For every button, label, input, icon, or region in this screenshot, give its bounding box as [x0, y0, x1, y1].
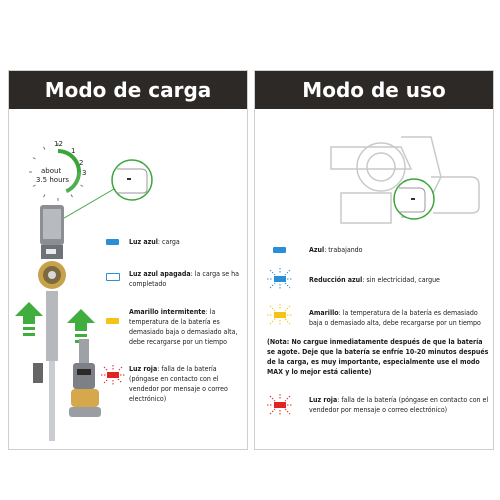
legend-blue-working: Azul: trabajando — [309, 246, 363, 254]
led-zoom-detail — [389, 174, 439, 224]
handheld-charging-illustration — [67, 339, 103, 429]
led-indicator-icon — [106, 239, 119, 245]
led-indicator-icon — [267, 304, 293, 326]
charging-mode-title: Modo de carga — [9, 71, 247, 109]
led-indicator-icon — [267, 268, 293, 290]
legend-yellow-temperature: Amarillo: la temperatura de la batería es demasiado baja o demasiado alta, debe recargarse por un tiempo — [309, 309, 481, 327]
clock-number-1: 1 — [71, 147, 76, 155]
led-indicator-icon — [267, 394, 293, 416]
legend-blue-low-power: Reducción azul: sin electricidad, cargue — [309, 276, 440, 284]
clock-text-line2: 3.5 hours — [36, 176, 70, 184]
up-arrow-icon — [15, 302, 43, 342]
usage-mode-title: Modo de uso — [255, 71, 493, 109]
usage-mode-panel — [254, 70, 494, 450]
legend-red-failure: Luz roja: falla de la batería (póngase en contacto con el vendedor por mensaje o correo electrónico) — [129, 365, 228, 403]
led-indicator-icon — [101, 365, 125, 385]
led-indicator-icon — [106, 318, 119, 324]
legend-blue-off-complete: Luz azul apagada: la carga se ha completado — [129, 270, 240, 288]
clock-text-line1: about — [41, 167, 62, 175]
legend-blue-charging: Luz azul: carga — [129, 238, 180, 246]
legend-red-failure-use: Luz roja: falla de la batería (póngase en contacto con el vendedor por mensaje o correo electrónico) — [309, 396, 489, 414]
led-indicator-icon — [273, 247, 286, 253]
charging-note: (Nota: No cargue inmediatamente después de que la batería se agote. Deje que la batería se enfríe 10-20 minutos después de la carga, es muy importante, especialmente use el modo MAX y lo mejor está caliente) — [267, 338, 489, 376]
charging-mode-panel — [8, 70, 248, 450]
clock-number-3: 3 — [82, 169, 87, 177]
clock-number-2: 2 — [79, 159, 84, 167]
led-indicator-icon — [106, 273, 120, 281]
clock-number-12: 12 — [54, 140, 63, 148]
legend-yellow-blinking: Amarillo intermitente: la temperatura de la batería es demasiado baja o demasiado alta, debe recargarse por un tiempo — [129, 308, 238, 346]
